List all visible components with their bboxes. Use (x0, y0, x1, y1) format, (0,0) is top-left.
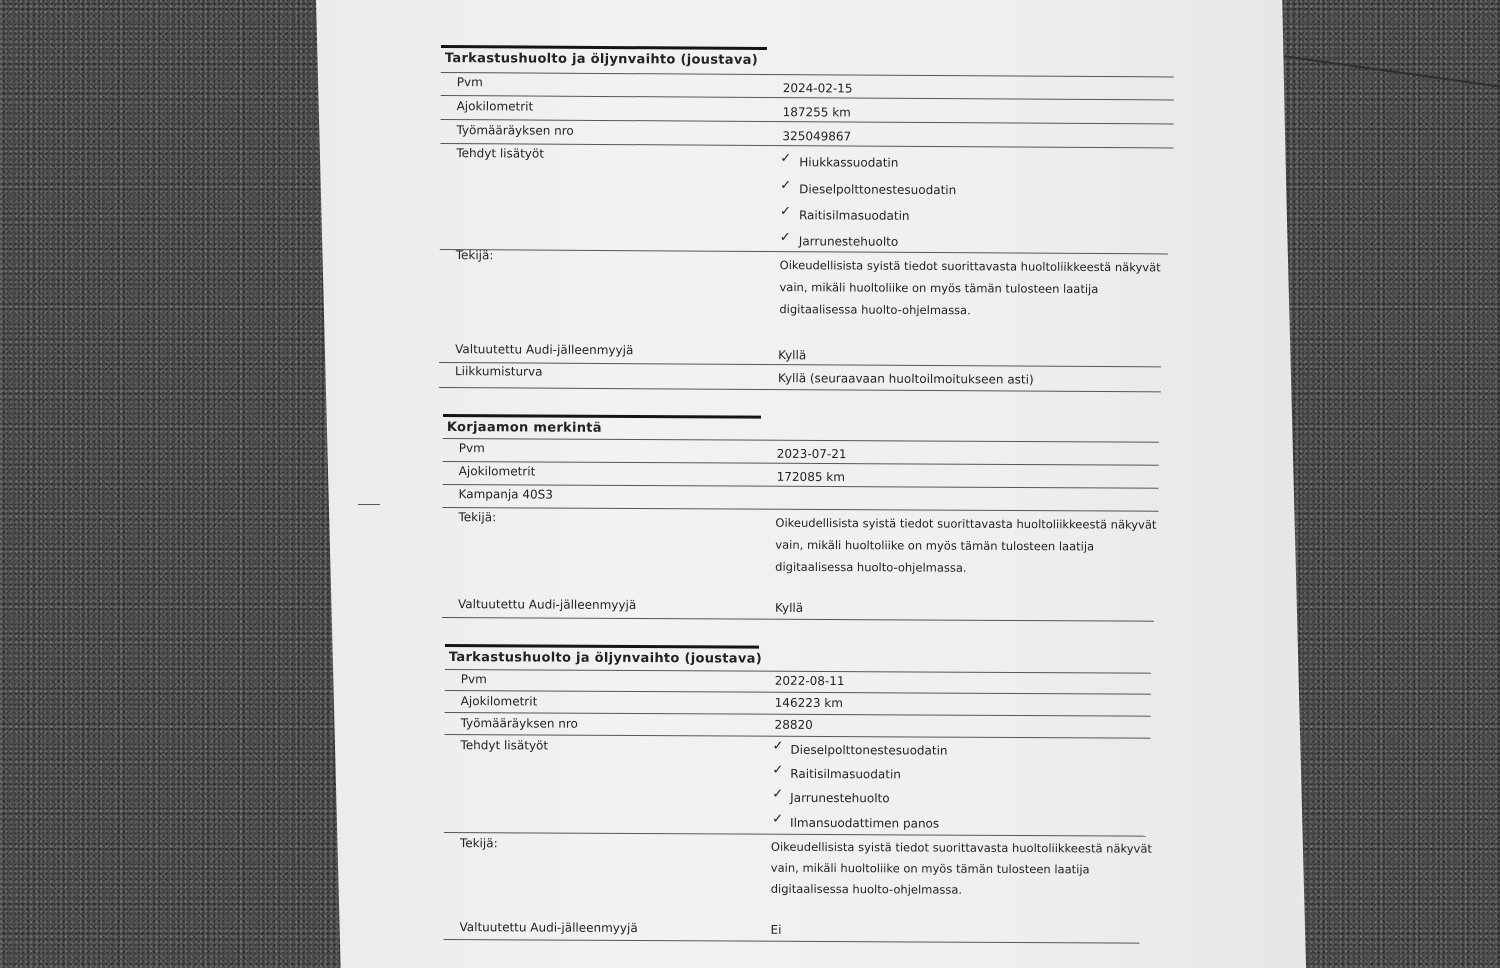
row-divider (441, 72, 1174, 77)
extra-work-item: Hiukkassuodatin (799, 155, 899, 170)
row-label-mileage: Ajokilometrit (458, 464, 536, 479)
maker-note-line: vain, mikäli huoltoliike on myös tämän tulosteen laatija (779, 280, 1099, 297)
section-heading: Korjaamon merkintä (446, 420, 602, 436)
row-label-dealer: Valtuutettu Audi-jälleenmyyjä (455, 342, 634, 358)
maker-note-line: vain, mikäli huoltoliike on myös tämän tulosteen laatija (770, 860, 1090, 877)
extra-work-item: Raitisilmasuodatin (790, 766, 901, 782)
row-divider (441, 95, 1174, 100)
row-label-date: Pvm (456, 75, 483, 90)
maker-note-line: digitaalisessa huolto-ohjelmassa. (770, 881, 963, 897)
tile-seam (1282, 55, 1500, 89)
row-label-dealer: Valtuutettu Audi-jälleenmyyjä (457, 597, 637, 613)
row-divider (445, 734, 1151, 739)
row-value-work-order: 28820 (774, 717, 813, 732)
row-label-mileage: Ajokilometrit (456, 99, 534, 114)
section-heading-bar (443, 414, 761, 419)
maker-note-line: vain, mikäli huoltoliike on myös tämän tulosteen laatija (775, 537, 1095, 554)
row-label-date: Pvm (458, 441, 485, 456)
row-label-maker: Tekijä: (459, 836, 498, 851)
checkmark-icon: ✓ (779, 204, 791, 220)
maker-note-line: digitaalisessa huolto-ohjelmassa. (779, 302, 971, 318)
checkmark-icon: ✓ (779, 230, 791, 246)
row-label-work-order: Työmääräyksen nro (460, 716, 578, 731)
row-value-mobility: Kyllä (seuraavaan huoltoilmoitukseen asti) (777, 371, 1034, 387)
row-label-mobility: Liikkumisturva (454, 364, 543, 379)
section-heading-bar (445, 644, 759, 649)
extra-work-item: Jarrunestehuolto (790, 790, 890, 806)
section-heading-bar (441, 45, 767, 50)
extra-work-item: Ilmansuodattimen panos (790, 815, 940, 831)
row-label-maker: Tekijä: (458, 510, 497, 525)
section-heading: Tarkastushuolto ja öljynvaihto (joustava) (448, 650, 763, 667)
workshop-record-2023 (442, 414, 1161, 628)
checkmark-icon: ✓ (780, 151, 792, 167)
row-label-maker: Tekijä: (455, 248, 494, 263)
row-divider (445, 690, 1151, 695)
row-label-date: Pvm (460, 672, 487, 687)
row-divider (443, 939, 1139, 944)
checkmark-icon: ✓ (772, 762, 784, 778)
row-value-dealer: Kyllä (774, 600, 804, 615)
extra-work-item: Dieselpolttonestesuodatin (799, 182, 957, 198)
checkmark-icon: ✓ (772, 811, 784, 827)
row-value-dealer: Ei (770, 922, 782, 937)
extra-work-item: Jarrunestehuolto (798, 234, 899, 249)
row-divider (439, 387, 1161, 392)
extra-work-item: Dieselpolttonestesuodatin (790, 742, 948, 758)
checkmark-icon: ✓ (772, 786, 784, 802)
checkmark-icon: ✓ (772, 738, 784, 754)
maker-note-line: digitaalisessa huolto-ohjelmassa. (775, 559, 967, 575)
row-divider (440, 143, 1173, 148)
row-value-date: 2022-08-11 (774, 673, 845, 689)
maker-note-line: Oikeudellisista syistä tiedot suorittavasta huoltoliikkeestä näkyvät (779, 258, 1161, 275)
row-label-mileage: Ajokilometrit (460, 694, 538, 709)
service-record-2022 (443, 644, 1153, 948)
row-value-date: 2024-02-15 (782, 81, 853, 96)
row-value-mileage: 146223 km (774, 695, 843, 711)
row-divider (439, 362, 1161, 367)
row-value-dealer: Kyllä (778, 348, 807, 363)
maker-note-line: Oikeudellisista syistä tiedot suorittavasta huoltoliikkeestä näkyvät (770, 839, 1152, 856)
row-value-mileage: 172085 km (776, 469, 845, 485)
maker-note-line: Oikeudellisista syistä tiedot suorittavasta huoltoliikkeestä näkyvät (775, 515, 1157, 532)
row-divider (442, 617, 1154, 622)
checkmark-icon: ✓ (780, 178, 792, 194)
row-divider (443, 461, 1159, 466)
margin-mark (358, 504, 380, 505)
row-value-mileage: 187255 km (782, 105, 851, 120)
row-value-date: 2023-07-21 (776, 446, 847, 462)
row-label-dealer: Valtuutettu Audi-jälleenmyyjä (459, 920, 638, 936)
row-value-work-order: 325049867 (782, 129, 852, 144)
row-label-extra-work: Tehdyt lisätyöt (460, 738, 549, 753)
section-heading: Tarkastushuolto ja öljynvaihto (joustava) (444, 51, 759, 68)
row-label-campaign: Kampanja 40S3 (458, 487, 553, 502)
service-record-2024 (439, 45, 1176, 399)
extra-work-item: Raitisilmasuodatin (798, 208, 910, 223)
row-label-work-order: Työmääräyksen nro (456, 123, 574, 138)
row-divider (443, 438, 1159, 443)
row-label-extra-work: Tehdyt lisätyöt (456, 146, 545, 161)
